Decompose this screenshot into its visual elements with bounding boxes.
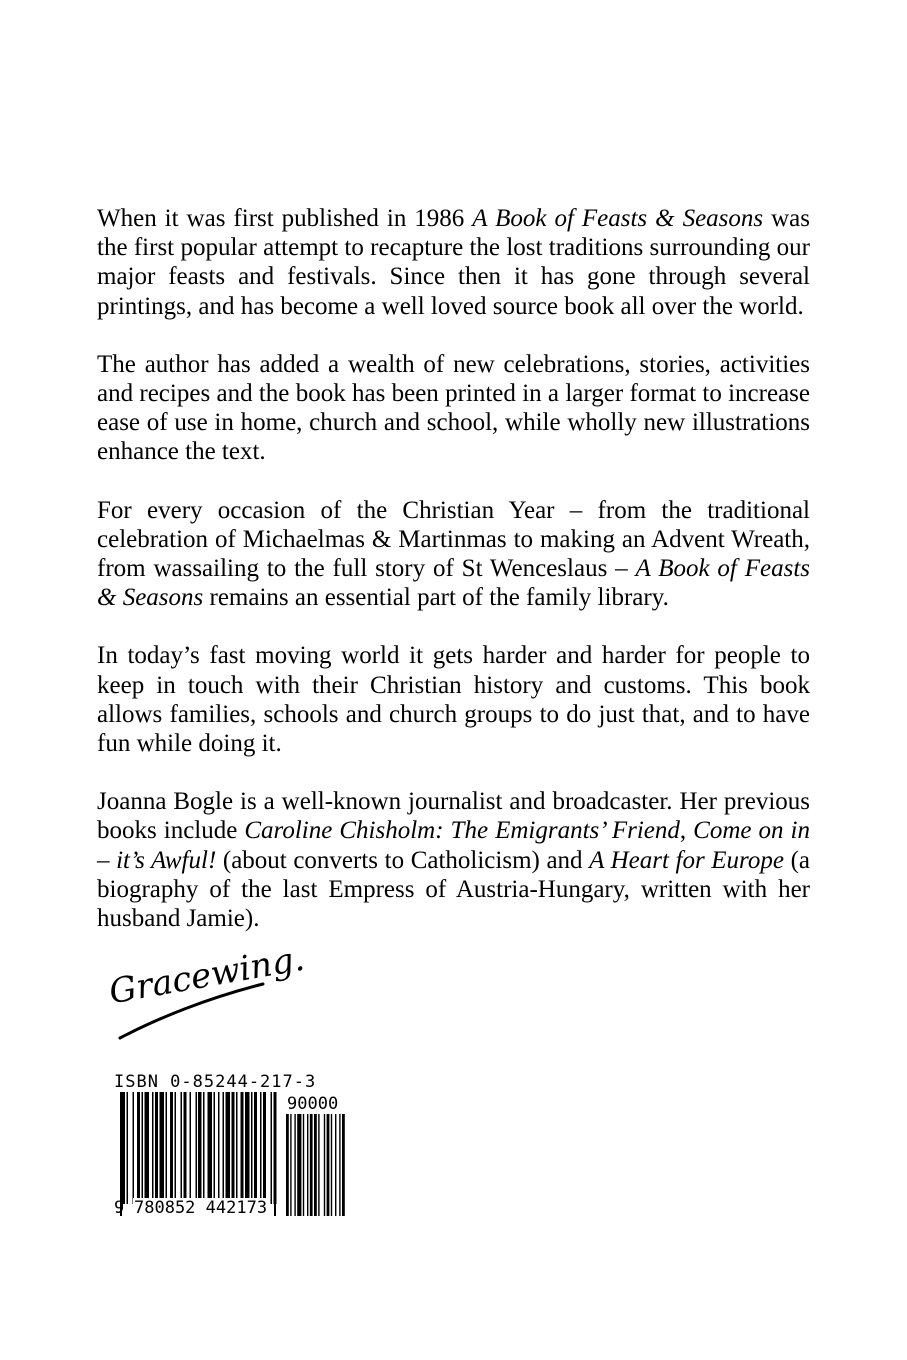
isbn-number: ISBN 0-85244-217-3 [114,1072,317,1092]
barcode-bar [241,1092,244,1204]
addon-barcode-bar [310,1114,313,1216]
barcode-bar [254,1092,257,1204]
barcode-bar [271,1092,273,1204]
barcode-bar [175,1092,177,1204]
barcode-bar [263,1092,266,1204]
barcode-bar [166,1092,168,1204]
addon-barcode-bar [335,1114,336,1216]
paragraph-text-run: For every occasion of the Christian Year – from the traditional celebration of Michaelmas & Martinmas to making an Advent Wreath, from wassailing to the full story of St Wenceslaus – [97,496,810,583]
book-title-italic: A Book of Feasts & Seasons [472,205,764,232]
barcode-bar [127,1092,129,1204]
barcode-bar [184,1092,187,1204]
barcode-bar [181,1092,183,1204]
paragraph-text-run: remains an essential part of the family library. [203,584,669,612]
back-cover-blurb [97,204,810,962]
blurb-paragraph-author-bio [97,787,810,933]
addon-barcode-bar [307,1114,308,1216]
addon-barcode-bar [303,1114,304,1216]
barcode-bar [155,1092,158,1204]
blurb-paragraph-modern-world [97,641,810,758]
price-code: 90000 [287,1094,339,1114]
barcode-bar [190,1092,192,1204]
barcode-bar [160,1092,165,1204]
addon-barcode-bar [331,1114,332,1216]
svg-text:Gracewing.: Gracewing. [106,938,308,1013]
barcode-bar [208,1092,213,1204]
barcode-digits: 780852 442173 [134,1198,268,1218]
addon-barcode-bar [327,1114,330,1216]
barcode-leading-digit: 9 [114,1198,125,1218]
addon-barcode-bar [318,1114,319,1216]
barcode-bar [226,1092,231,1204]
barcode-bar [232,1092,235,1204]
paragraph-text-run: (about converts to Catholicism) and [216,846,590,874]
addon-barcode-bar [286,1114,289,1216]
paragraph-text-run: When it was first published in 1986 [97,205,473,232]
barcode-bar [145,1092,150,1204]
barcode-bar [122,1092,125,1204]
gracewing-logo [106,938,308,1048]
paragraph-text-run: (a biography of the last Empress of Austria-Hungary, written with her husband Jamie). [97,846,810,933]
addon-barcode-bar [294,1114,295,1216]
blurb-paragraph-publication-history [97,204,810,321]
book-title-italic: A Heart for Europe [589,846,784,874]
barcode-bar [218,1092,220,1204]
blurb-paragraph-new-edition [97,350,810,467]
book-title-italic: Come on in – it’s Awful! [97,817,810,874]
blurb-paragraph-christian-year [97,496,810,613]
paragraph-text-run: In today’s fast moving world it gets harder and harder for people to keep in touch with their Christian history and customs. This book allows families, schools and church groups to do just that, and to have fun while doing it. [97,642,810,758]
barcode-bar [196,1092,198,1204]
addon-barcode-bar [314,1114,317,1216]
addon-barcode-bar [290,1114,291,1216]
barcode-bar [203,1092,205,1204]
book-title-italic: A Book of Feasts & Seasons [97,555,811,612]
addon-barcode-bar [297,1114,301,1216]
barcode-bar [214,1092,216,1204]
addon-barcode-bar [339,1114,340,1216]
addon-barcode-bar [324,1114,325,1216]
barcode-bar [251,1092,253,1204]
paragraph-text-run: , [679,817,694,845]
barcode-bar [133,1092,135,1204]
barcode-bar [236,1092,238,1204]
book-title-italic: Caroline Chisholm: The Emigrants’ Friend [244,817,680,845]
paragraph-text-run: Joanna Bogle is a well-known journalist and broadcaster. Her previous books include [97,788,810,845]
barcode-bar [137,1092,140,1204]
barcode-bar [170,1092,173,1204]
addon-barcode-bar [342,1114,345,1216]
barcode-bar [152,1092,154,1204]
barcode-bar [260,1092,262,1204]
barcode-bar [142,1092,144,1204]
paragraph-text-run: The author has added a wealth of new celebrations, stories, activities and recipes and the book has been printed in a larger format to increase ease of use in home, church and school, while wholly new illustrations enhance the text. [97,350,810,466]
barcode-bar [245,1092,250,1204]
barcode-bar [223,1092,225,1204]
paragraph-text-run: was the first popular attempt to recapture the lost traditions surrounding our major feasts and festivals. Since then it has gone through several printings, and has become a well loved source book all over the world. [97,205,810,320]
barcode-guard-bar [274,1092,276,1216]
